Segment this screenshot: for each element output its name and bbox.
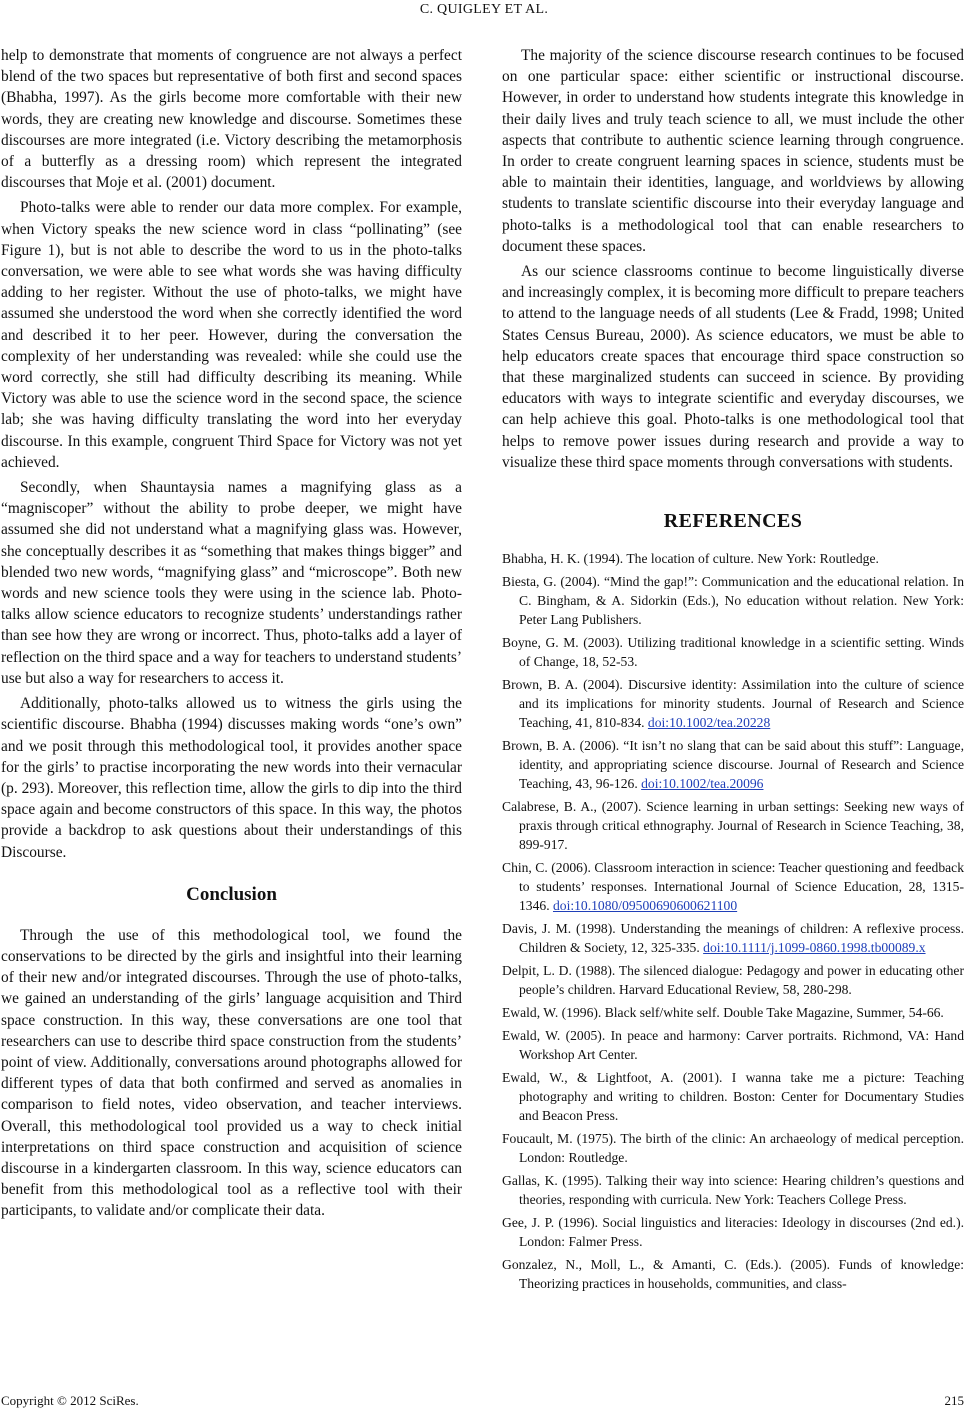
reference-item: Ewald, W., & Lightfoot, A. (2001). I wanna take me a picture: Teaching photography and writing to children. Boston: Center for Documentary Studies and Beacon Press. <box>502 1070 964 1124</box>
doi-link[interactable]: doi:10.1002/tea.20228 <box>647 715 771 731</box>
reference-list <box>502 549 964 1293</box>
doi-link[interactable]: doi:10.1111/j.1099-0860.1998.tb00089.x <box>703 940 926 956</box>
doi-link[interactable]: doi:10.1080/09500690600621100 <box>552 898 738 914</box>
body-paragraph: The majority of the science discourse research continues to be focused on one particular space: either scientific or instructional discourse. However, in order to understand how students integrate this knowledge in their daily lives and truly teach science to all, we must include the other aspects that contribute to authentic science learning through congruence. In order to create congruent learning spaces in science, students must be able to maintain their identities, language, and worldviews by allowing students to translate scientific discourse into their everyday language and photo-talks is a methodological tool that can enable researchers to document these spaces. <box>502 47 964 255</box>
copyright-notice: Copyright © 2012 SciRes. <box>1 1393 139 1408</box>
reference-item: Delpit, L. D. (1988). The silenced dialogue: Pedagogy and power in educating other people’s children. Harvard Educational Review, 58, 280-298. <box>502 963 964 998</box>
conclusion-paragraph: Through the use of this methodological tool, we found the conservations to be directed by the girls and insightful into their learning of their new and/or integrated discourses. Through the use of photo-talks, we gained an understanding of the girls’ language acquisition and Third space construction. In this way, these conversations are one tool that researchers can use to describe third space construction from the students’ point of view. Additionally, conversations around photographs allowed for different types of data that both confirmed and served as anomalies in comparison to field notes, video observation, and teacher interviews. Overall, this methodological tool provided us a way to check initial interpretations on third space construction and acquisition of science discourse in a kindergarten classroom. In this way, science educators can benefit from this methodological tool as a reflective tool with their participants, to validate and/or complicate their data. <box>1 926 462 1220</box>
references-heading: REFERENCES <box>663 510 803 533</box>
body-paragraph: Photo-talks were able to render our data more complex. For example, when Victory speaks the new science word in class “pollinating” (see Figure 1), but is not able to describe the word to us in the photo-talks conversation, we were able to see what words she was having difficulty adding to her register. Without the use of photo-talks, we might have assumed she understood the word when she correctly identified the word and described it to her peer. However, during the conversation the complexity of her understanding was revealed: while she could use the word correctly, she still had difficulty describing its meaning. While Victory was able to use the science word in the second space, the science lab; she was having difficulty translating the word into her everyday discourse. In this example, congruent Third Space for Victory was not yet achieved. <box>1 199 462 471</box>
reference-item: Gallas, K. (1995). Talking their way into science: Hearing children’s questions and theories, responding with curricula. New York: Teachers College Press. <box>502 1173 964 1208</box>
reference-item: Biesta, G. (2004). “Mind the gap!”: Communication and the educational relation. In C. Bingham, & A. Sidorkin (Eds.), No education without relation. New York: Peter Lang Publishers. <box>502 574 964 628</box>
reference-item: Brown, B. A. (2006). “It isn’t no slang that can be said about this stuff”: Language, identity, and appropriating science discourse. Journal of Research and Science Teaching, 43, 96-126. doi:10.1002/tea.20096 <box>502 738 964 792</box>
body-paragraph: Secondly, when Shauntaysia names a magnifying glass as a “magniscoper” without the ability to probe deeper, we might have assumed she did not understand what a magnifying glass was. However, she conceptually describes it as “something that makes things bigger” and blended two new words, “magnifying glass” and “microscope”. Both new words and new science tools they were using in the science lab. Photo-talks allow science educators to recognize students’ understandings rather than see how they are wrong or incorrect. Thus, photo-talks add a layer of reflection on the third space and a way for teachers to understand students’ use but also a way for researchers to access it. <box>1 479 462 687</box>
body-paragraph: help to demonstrate that moments of congruence are not always a perfect blend of the two spaces but representative of both first and second spaces (Bhabha, 1997). As the girls become more comfortable with their new words, they are creating new knowledge and discourse. Sometimes these discourses are more integrated (i.e. Victory describing the metamorphosis of a butterfly as a dressing room) which represent the integrated discourses that Moje et al. (2001) document. <box>1 47 462 192</box>
reference-item: Foucault, M. (1975). The birth of the clinic: An archaeology of medical perception. London: Routledge. <box>502 1131 964 1166</box>
reference-item: Boyne, G. M. (2003). Utilizing traditional knowledge in a scientific setting. Winds of Change, 18, 52-53. <box>502 635 964 670</box>
reference-item: Davis, J. M. (1998). Understanding the meanings of children: A reflexive process. Children & Society, 12, 325-335. doi:10.1111/j.1099-0860.1998.tb00089.x <box>502 921 964 956</box>
conclusion-heading: Conclusion <box>186 883 277 905</box>
reference-item: Gee, J. P. (1996). Social linguistics and literacies: Ideology in discourses (2nd ed.). London: Falmer Press. <box>502 1215 964 1250</box>
reference-item: Ewald, W. (2005). In peace and harmony: Carver portraits. Richmond, VA: Hand Workshop Art Center. <box>502 1028 964 1063</box>
page-number: 215 <box>944 1393 964 1408</box>
reference-item: Gonzalez, N., Moll, L., & Amanti, C. (Eds.). (2005). Funds of knowledge: Theorizing practices in households, communities, and class- <box>502 1257 964 1292</box>
doi-link[interactable]: doi:10.1002/tea.20096 <box>641 776 764 792</box>
body-paragraph: As our science classrooms continue to become linguistically diverse and increasingly complex, it is becoming more difficult to prepare teachers to attend to the language needs of all students (Lee & Fradd, 1998; United States Census Bureau, 2000). As science educators, we must be able to help educators create spaces that encourage third space construction so that these marginalized students can succeed in science. By providing educators with ways to integrate scientific and everyday discourses, we can help achieve this goal. Photo-talks is one methodological tool that helps to remove power issues during research and provide a way to visualize these third space moments through conversations with students. <box>502 263 964 471</box>
reference-item: Brown, B. A. (2004). Discursive identity: Assimilation into the culture of science and its implications for minority students. Journal of Research and Science Teaching, 41, 810-834. doi:10.1002/tea.20228 <box>502 677 964 731</box>
reference-item: Ewald, W. (1996). Black self/white self. Double Take Magazine, Summer, 54-66. <box>502 1005 944 1021</box>
reference-item: Chin, C. (2006). Classroom interaction in science: Teacher questioning and feedback to students’ responses. International Journal of Science Education, 28, 1315-1346. doi:10.1080/09500690600621100 <box>502 860 964 914</box>
reference-item: Bhabha, H. K. (1994). The location of culture. New York: Routledge. <box>502 551 879 567</box>
right-column <box>502 45 964 1297</box>
reference-item: Calabrese, B. A., (2007). Science learning in urban settings: Seeking new ways of praxis through critical ethnography. Journal of Research in Science Teaching, 38, 899-917. <box>502 799 964 853</box>
body-paragraph: Additionally, photo-talks allowed us to witness the girls using the scientific discourse. Bhabha (1994) discusses making words “one’s own” and we posit through this methodological tool, it provides another space for the girls’ to practise incorporating the new words into their vernacular (p. 293). Moreover, this reflection time, allow the girls to dip into the third space again and become constructors of this space. In this way, the photos provide a backdrop to ask questions about their understandings of this Discourse. <box>1 695 462 861</box>
running-head: C. QUIGLEY ET AL. <box>419 2 549 17</box>
left-column <box>1 45 462 1226</box>
